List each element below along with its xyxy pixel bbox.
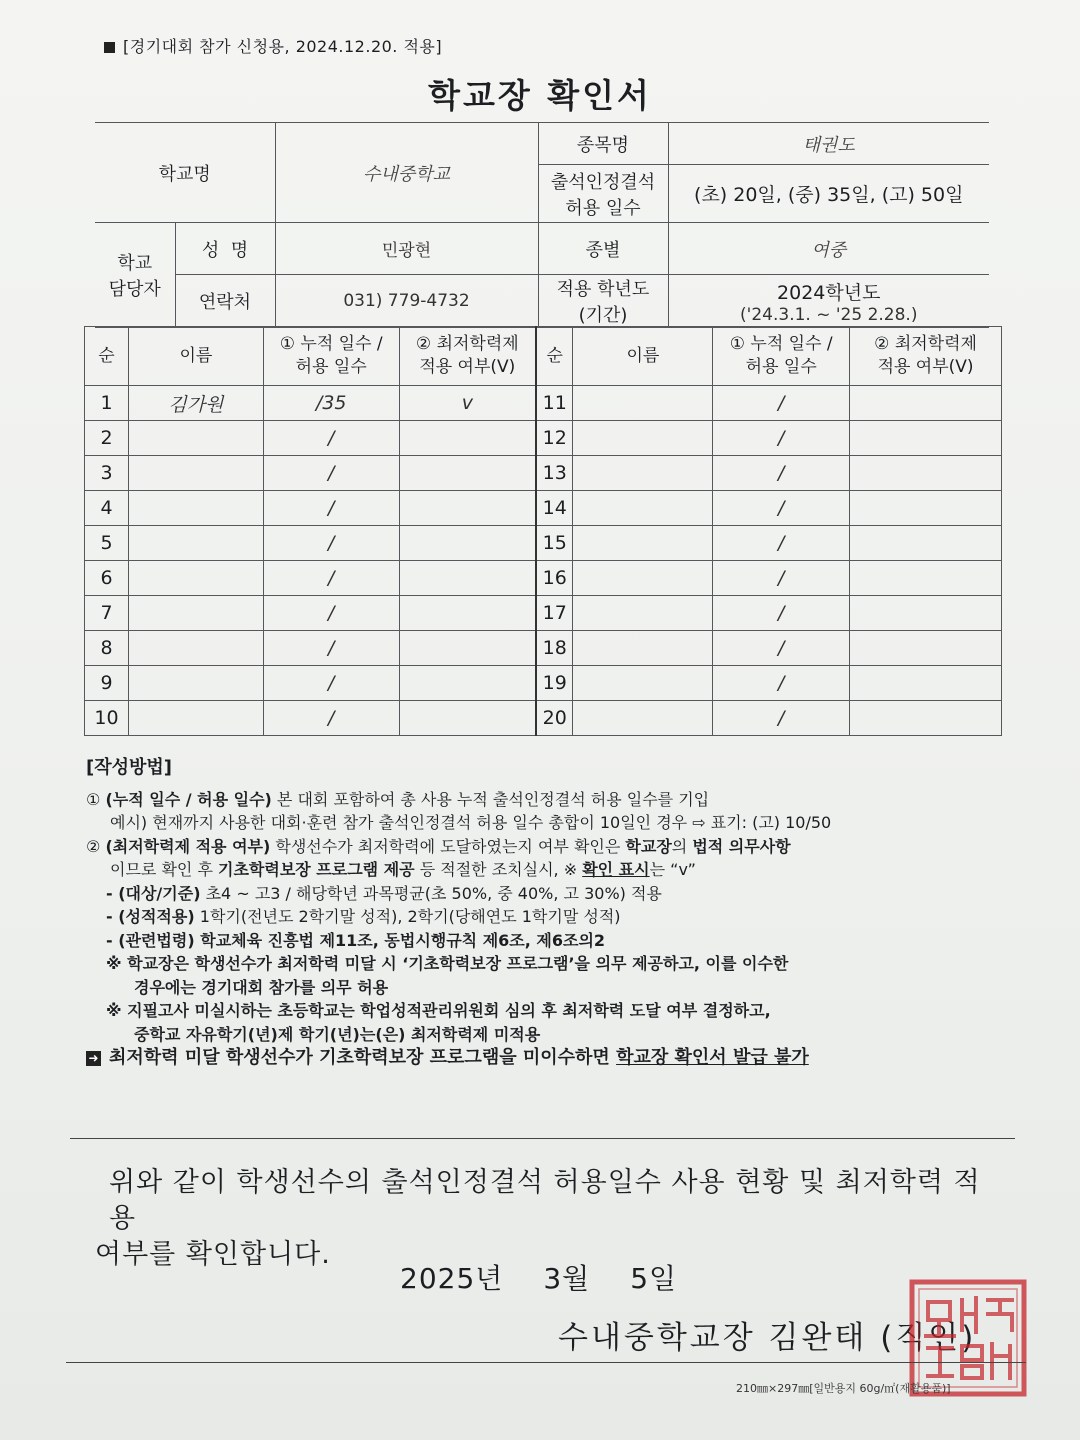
student-name-cell <box>128 561 263 596</box>
check-cell <box>850 386 1002 421</box>
item2-line2-b: 기초학력보장 프로그램 제공 <box>218 860 415 879</box>
contact-label: 연락처 <box>175 275 275 328</box>
footer-divider <box>66 1362 1026 1363</box>
student-name-cell <box>128 456 263 491</box>
check-cell <box>399 666 536 701</box>
item2-line2-a: 이므로 확인 후 <box>110 860 218 879</box>
row-number: 1 <box>85 386 129 421</box>
days-cell: / <box>713 421 850 456</box>
table-header-row <box>85 327 1002 386</box>
days-cell: / <box>263 631 399 666</box>
days-cell: / <box>713 386 850 421</box>
student-name-cell <box>573 421 713 456</box>
header-no-right: 순 <box>536 327 573 386</box>
row-number: 13 <box>536 456 573 491</box>
header-no: 순 <box>85 327 129 386</box>
guide-note-2-line2: 중학교 자유학기(년)제 학기(년)는(은) 최저학력제 미적용 <box>134 1024 541 1044</box>
table-row <box>85 386 1002 421</box>
row-number: 20 <box>536 701 573 736</box>
table-row <box>85 631 1002 666</box>
check-cell <box>399 561 536 596</box>
days-cell: / <box>713 666 850 701</box>
student-name-cell <box>128 491 263 526</box>
header-check-right-line2: 적용 여부(V) <box>877 357 974 377</box>
header-check <box>399 327 536 386</box>
header-days-line1: ① 누적 일수 / <box>279 334 383 354</box>
check-cell <box>850 666 1002 701</box>
item2-line2-d: 확인 표시 <box>582 860 650 879</box>
item2-line2-c: 등 적절한 조치실시, ※ <box>414 860 583 879</box>
table-row <box>85 561 1002 596</box>
days-cell: / <box>263 561 399 596</box>
item2-bold: (최저학력제 적용 여부) <box>105 836 271 856</box>
category-value: 여중 <box>668 223 989 275</box>
header-days-line2: 허용 일수 <box>295 357 367 377</box>
row-number: 2 <box>85 421 129 456</box>
guide-note-1-line2: 경우에는 경기대회 참가를 의무 허용 <box>134 977 389 997</box>
school-year-value <box>668 275 989 328</box>
table-row <box>85 666 1002 701</box>
row-number: 15 <box>536 526 573 561</box>
check-cell <box>399 491 536 526</box>
final-warning-a: 최저학력 미달 학생선수가 기초학력보장 프로그램을 미이수하면 <box>109 1047 617 1068</box>
student-name-cell: 김가원 <box>128 386 263 421</box>
check-cell <box>399 596 536 631</box>
absence-days-label-line2: 허용 일수 <box>565 197 641 219</box>
sub3-bold: - (관련법령) <box>106 930 195 950</box>
school-name-label: 학교명 <box>95 123 275 223</box>
item2-text-c: 의 <box>671 836 693 856</box>
row-number: 3 <box>85 456 129 491</box>
row-number: 17 <box>536 596 573 631</box>
item2-bold-b: 학교장 <box>625 836 672 856</box>
student-name-cell <box>128 596 263 631</box>
check-cell <box>850 491 1002 526</box>
check-cell <box>850 631 1002 666</box>
guide-note-1: ※ 학교장은 학생선수가 최저학력 미달 시 ‘기초학력보장 프로그램’을 의무 제공하고, 이를 이수한 <box>106 954 789 973</box>
manager-name-value: 민광현 <box>275 223 538 275</box>
absence-days-value: (초) 20일, (중) 35일, (고) 50일 <box>668 165 989 223</box>
days-cell: / <box>713 596 850 631</box>
principal-name: 수내중학교장 김완태 <box>558 1320 868 1356</box>
guide-item-2-line2 <box>86 858 1016 882</box>
student-name-cell <box>573 666 713 701</box>
days-cell: / <box>263 666 399 701</box>
table-row <box>85 596 1002 631</box>
document-title: 학교장 확인서 <box>428 76 652 115</box>
student-name-cell <box>128 666 263 701</box>
check-cell <box>850 561 1002 596</box>
check-cell <box>850 596 1002 631</box>
school-year-label <box>538 275 668 328</box>
school-year-label-line1: 적용 학년도 <box>556 279 650 300</box>
manager-label-line1: 학교 <box>117 253 153 274</box>
sport-value: 태권도 <box>668 123 989 165</box>
arrow-box-icon: ➜ <box>86 1051 101 1066</box>
item1-bold: (누적 일수 / 허용 일수) <box>105 789 272 809</box>
row-number: 10 <box>85 701 129 736</box>
table-row <box>85 491 1002 526</box>
table-row <box>85 526 1002 561</box>
final-warning <box>86 1046 1016 1070</box>
item1-number: ① <box>86 789 101 809</box>
check-cell <box>850 701 1002 736</box>
divider-line <box>70 1138 1015 1139</box>
table-row <box>85 701 1002 736</box>
sub3-text: 학교체육 진흥법 제11조, 동법시행규칙 제6조, 제6조의2 <box>194 930 606 950</box>
header-check-line1: ② 최저학력제 <box>415 334 519 354</box>
header-note-text: [경기대회 참가 신청용, 2024.12.20. 적용] <box>123 37 443 56</box>
row-number: 9 <box>85 666 129 701</box>
sub2-bold: - (성적적용) <box>106 907 195 926</box>
check-cell <box>399 631 536 666</box>
days-cell: / <box>263 456 399 491</box>
row-number: 5 <box>85 526 129 561</box>
row-number: 4 <box>85 491 129 526</box>
header-days-right-line1: ① 누적 일수 / <box>729 334 833 354</box>
student-rows <box>85 386 1002 736</box>
student-name-cell <box>128 526 263 561</box>
item2-text-a: 학생선수가 최저학력에 도달하였는지 여부 확인은 <box>270 836 626 856</box>
guide-item-1-example: 예시) 현재까지 사용한 대회·훈련 참가 출석인정결석 허용 일수 총합이 10일인 경우 ⇨ 표기: (고) 10/50 <box>110 813 832 832</box>
school-year-value-line1: 2024학년도 <box>777 281 881 304</box>
date-day: 5일 <box>630 1262 678 1295</box>
issue-date <box>400 1257 717 1297</box>
confirmation-line2: 여부를 확인합니다. <box>95 1239 331 1270</box>
guide-sub-grades <box>86 905 1016 929</box>
row-number: 14 <box>536 491 573 526</box>
check-cell <box>399 421 536 456</box>
check-cell <box>850 456 1002 491</box>
days-cell: / <box>713 631 850 666</box>
row-number: 6 <box>85 561 129 596</box>
student-name-cell <box>573 491 713 526</box>
row-number: 18 <box>536 631 573 666</box>
header-check-right <box>850 327 1002 386</box>
header-name-right: 이름 <box>573 327 713 386</box>
guide-sub-target <box>86 882 1016 906</box>
student-name-cell <box>573 526 713 561</box>
school-manager-label <box>95 223 175 328</box>
item2-number: ② <box>86 836 101 856</box>
student-name-cell <box>573 456 713 491</box>
square-bullet-icon <box>104 42 115 53</box>
student-name-cell <box>573 596 713 631</box>
days-cell: / <box>713 456 850 491</box>
check-cell <box>399 526 536 561</box>
school-name-value: 수내중학교 <box>275 123 538 223</box>
days-cell: / <box>263 526 399 561</box>
days-cell: / <box>713 526 850 561</box>
days-cell: /35 <box>263 386 399 421</box>
table-row <box>85 421 1002 456</box>
absence-days-label <box>538 165 668 223</box>
check-cell: v <box>399 386 536 421</box>
student-name-cell <box>128 701 263 736</box>
student-name-cell <box>573 386 713 421</box>
category-label: 종별 <box>538 223 668 275</box>
days-cell: / <box>263 421 399 456</box>
school-info-table <box>95 122 989 328</box>
guide-item-1 <box>86 788 1016 812</box>
writing-guide <box>86 756 1016 1070</box>
confirmation-line1: 위와 같이 학생선수의 출석인정결석 허용일수 사용 현황 및 최저학력 적용 <box>109 1167 981 1234</box>
check-cell <box>850 421 1002 456</box>
name-label: 성 명 <box>175 223 275 275</box>
item2-line2-e: 는 “v” <box>649 860 696 879</box>
guide-note-2: ※ 지필고사 미실시하는 초등학교는 학업성적관리위원회 심의 후 최저학력 도달 여부 결정하고, <box>106 1001 771 1020</box>
days-cell: / <box>713 561 850 596</box>
check-cell <box>399 456 536 491</box>
check-cell <box>850 526 1002 561</box>
sub1-bold: - (대상/기준) <box>106 883 201 903</box>
item1-text: 본 대회 포함하여 총 사용 누적 출석인정결석 허용 일수를 기입 <box>271 789 710 809</box>
guide-sub-law <box>86 929 1016 953</box>
school-year-label-line2: (기간) <box>578 305 628 326</box>
header-days-right <box>713 327 850 386</box>
days-cell: / <box>263 701 399 736</box>
final-warning-b: 학교장 확인서 발급 불가 <box>616 1047 809 1068</box>
guide-title: [작성방법] <box>86 757 173 778</box>
student-list-table <box>84 326 1002 736</box>
sport-label: 종목명 <box>538 123 668 165</box>
student-name-cell <box>573 561 713 596</box>
sub1-text: 초4 ~ 고3 / 해당학년 과목평균(초 50%, 중 40%, 고 30%) 적용 <box>200 883 662 903</box>
item2-bold-d: 법적 의무사항 <box>692 836 791 856</box>
form-header-note <box>104 34 442 57</box>
row-number: 16 <box>536 561 573 596</box>
absence-days-label-line1: 출석인정결석 <box>550 171 656 193</box>
date-year: 2025년 <box>400 1262 504 1295</box>
guide-item-2 <box>86 835 1016 859</box>
header-check-right-line1: ② 최저학력제 <box>874 334 977 354</box>
header-days-right-line2: 허용 일수 <box>745 357 817 377</box>
date-month: 3월 <box>543 1262 591 1295</box>
row-number: 7 <box>85 596 129 631</box>
check-cell <box>399 701 536 736</box>
header-days <box>263 327 399 386</box>
school-year-period: ('24.3.1. ~ '25 2.28.) <box>740 304 918 325</box>
row-number: 12 <box>536 421 573 456</box>
days-cell: / <box>713 491 850 526</box>
sub2-text: 1학기(전년도 2학기말 성적), 2학기(당해연도 1학기말 성적) <box>194 907 621 926</box>
student-name-cell <box>128 631 263 666</box>
days-cell: / <box>263 596 399 631</box>
row-number: 8 <box>85 631 129 666</box>
table-row <box>85 456 1002 491</box>
row-number: 11 <box>536 386 573 421</box>
student-name-cell <box>573 631 713 666</box>
paper-spec: 210㎜×297㎜[일반용지 60g/㎡(재활용품)] <box>736 1382 951 1395</box>
student-name-cell <box>128 421 263 456</box>
header-name: 이름 <box>128 327 263 386</box>
student-name-cell <box>573 701 713 736</box>
days-cell: / <box>713 701 850 736</box>
days-cell: / <box>263 491 399 526</box>
seal-note: (직인) <box>880 1320 977 1356</box>
row-number: 19 <box>536 666 573 701</box>
contact-value: 031) 779-4732 <box>275 275 538 328</box>
header-check-line2: 적용 여부(V) <box>419 357 516 377</box>
manager-label-line2: 담당자 <box>108 279 161 300</box>
